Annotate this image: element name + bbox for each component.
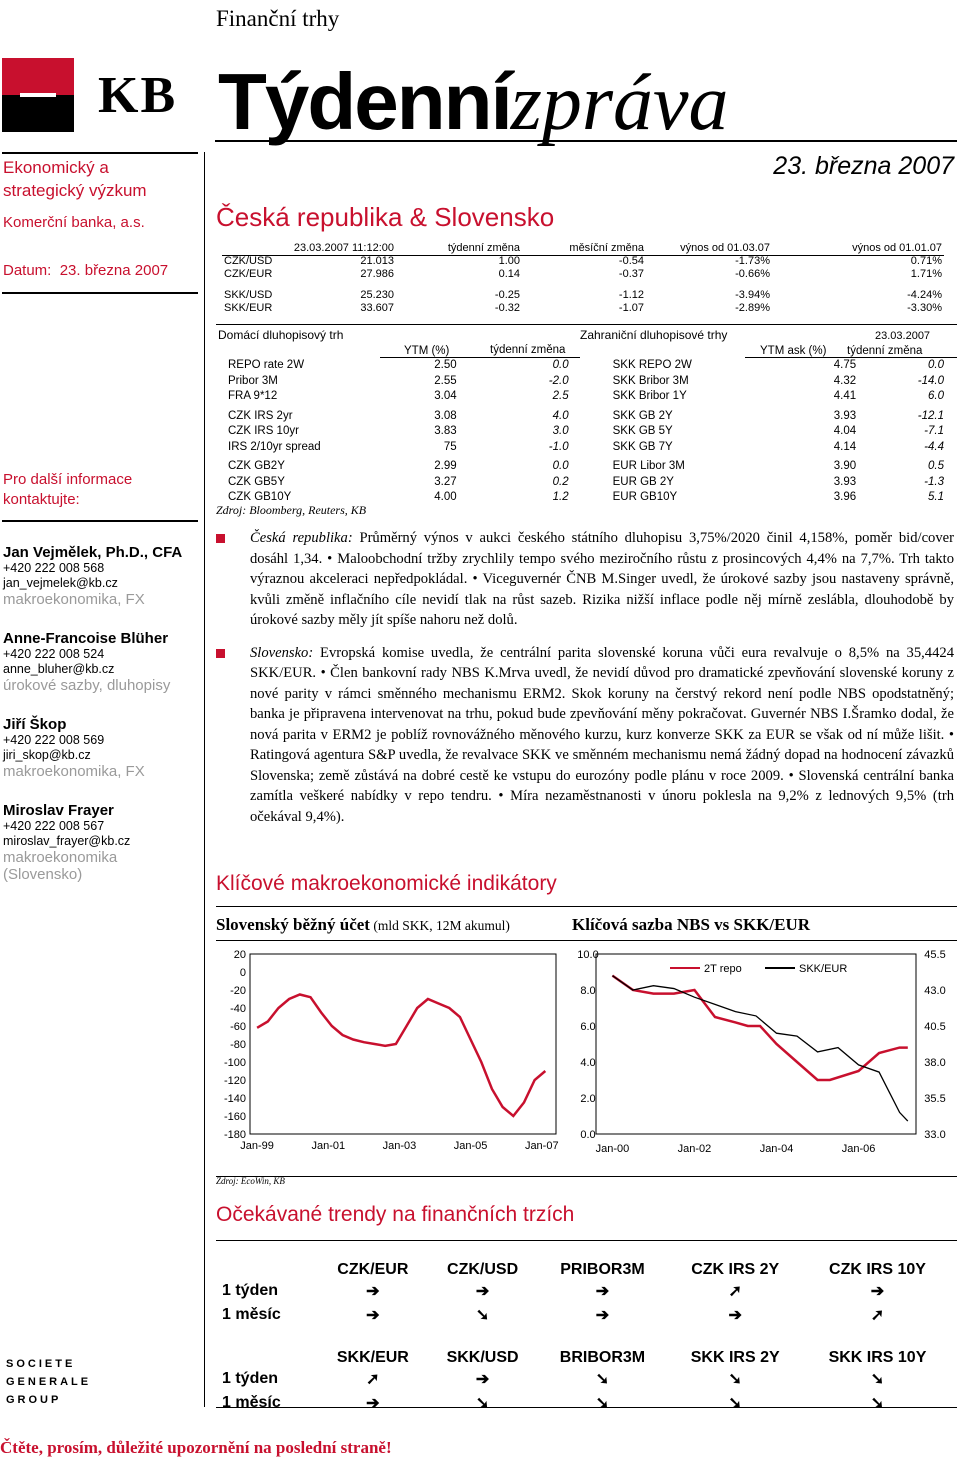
y-right-tick-label: 33.0 bbox=[924, 1129, 946, 1141]
current-account-chart bbox=[206, 942, 566, 1174]
bank-name: Komerční banka, a.s. bbox=[3, 214, 145, 231]
table-row: IRS 2/10yr spread 75 -1.0 SKK GB 7Y 4.14 -4.4 bbox=[228, 440, 944, 453]
trend-header: SKK/USD bbox=[446, 1349, 519, 1366]
trend-arrow-icon: ➘ bbox=[475, 1307, 490, 1324]
contact-email[interactable]: jiri_skop@kb.cz bbox=[3, 748, 91, 762]
section-label: Finanční trhy bbox=[216, 6, 340, 31]
trend-header: CZK/USD bbox=[447, 1261, 519, 1278]
trend-header: CZK IRS 2Y bbox=[691, 1261, 780, 1278]
legend-label: 2T repo bbox=[704, 963, 742, 975]
table-row: CZK/USD 21.013 1.00 -0.54 -1.73% 0.71% bbox=[224, 255, 942, 267]
trend-arrow-icon: ➚ bbox=[870, 1307, 885, 1324]
y-tick-label: -120 bbox=[223, 1075, 246, 1087]
x-tick-label: Jan-02 bbox=[677, 1143, 712, 1155]
trends-title: Očekávané trendy na finančních trzích bbox=[216, 1203, 575, 1226]
y-left-tick-label: 8.0 bbox=[580, 985, 596, 997]
department: Ekonomický a strategický výzkum bbox=[3, 158, 147, 200]
x-tick-label: Jan-00 bbox=[595, 1143, 630, 1155]
contact-card: Miroslav Frayer +420 222 008 567 miroslav_frayer@kb.cz makroekonomika (Slovensko) bbox=[3, 802, 199, 883]
table-row: CZK IRS 10yr 3.83 3.0 SKK GB 5Y 4.04 -7.1 bbox=[228, 425, 944, 437]
y-tick-label: -20 bbox=[230, 985, 246, 997]
contacts-list bbox=[3, 544, 199, 883]
contact-card: Anne-Francoise Blüher +420 222 008 524 anne_bluher@kb.cz úrokové sazby, dluhopisy bbox=[3, 630, 199, 716]
trend-header: PRIBOR3M bbox=[560, 1261, 645, 1278]
y-tick-label: 0 bbox=[239, 967, 246, 979]
contact-email[interactable]: anne_bluher@kb.cz bbox=[3, 662, 115, 676]
trend-header: BRIBOR3M bbox=[559, 1349, 646, 1366]
report-date: 23. března 2007 bbox=[773, 152, 954, 180]
x-tick-label: Jan-06 bbox=[841, 1143, 876, 1155]
trend-arrow-icon: ➘ bbox=[595, 1371, 610, 1388]
y-tick-label: -60 bbox=[230, 1021, 246, 1033]
trend-arrow-icon: ➔ bbox=[475, 1371, 490, 1388]
trends-table bbox=[222, 1255, 952, 1415]
bond-source: Zdroj: Bloomberg, Reuters, KB bbox=[216, 503, 367, 517]
table-row: CZK IRS 2yr 3.08 4.0 SKK GB 2Y 3.93 -12.1 bbox=[228, 409, 944, 422]
foreign-bonds-title: Zahraniční dluhopisové trhy bbox=[580, 328, 728, 342]
y-tick-label: -40 bbox=[230, 1003, 246, 1015]
chart1-caption: Slovenský běžný účet (mld SKK, 12M akumul) bbox=[216, 915, 510, 934]
trend-arrow-icon: ➘ bbox=[870, 1371, 885, 1388]
trend-arrow-icon: ➘ bbox=[728, 1371, 742, 1388]
trend-header: SKK IRS 10Y bbox=[828, 1349, 927, 1366]
bond-table bbox=[226, 358, 946, 506]
trend-arrow-icon: ➚ bbox=[728, 1283, 742, 1300]
table-row: CZK GB5Y 3.27 0.2 EUR GB 2Y 3.93 -1.3 bbox=[228, 475, 944, 488]
trend-row: 1 měsíc ➔ ➘ ➔ ➔ ➚ bbox=[222, 1303, 952, 1327]
y-left-tick-label: 4.0 bbox=[580, 1057, 596, 1069]
series-line bbox=[257, 995, 545, 1117]
macro-title: Klíčové makroekonomické indikátory bbox=[216, 872, 557, 895]
trend-arrow-icon: ➘ bbox=[595, 1395, 610, 1412]
legend-label: SKK/EUR bbox=[799, 963, 848, 975]
x-tick-label: Jan-01 bbox=[311, 1140, 346, 1152]
commentary bbox=[216, 528, 954, 827]
y-tick-label: 20 bbox=[233, 949, 246, 961]
table-row: CZK GB2Y 2.99 0.0 EUR Libor 3M 3.90 0.5 bbox=[228, 460, 944, 472]
y-tick-label: -140 bbox=[223, 1093, 246, 1105]
disclaimer-note: Čtěte, prosím, důležité upozornění na poslední straně! bbox=[0, 1438, 392, 1457]
y-left-tick-label: 6.0 bbox=[580, 1021, 596, 1033]
plot-area bbox=[596, 954, 916, 1134]
y-tick-label: -160 bbox=[223, 1111, 246, 1123]
trend-arrow-icon: ➔ bbox=[870, 1283, 885, 1300]
trend-arrow-icon: ➘ bbox=[870, 1395, 885, 1412]
y-right-tick-label: 43.0 bbox=[924, 985, 946, 997]
trend-arrow-icon: ➔ bbox=[595, 1307, 610, 1324]
y-left-tick-label: 2.0 bbox=[580, 1093, 596, 1105]
y-left-tick-label: 10.0 bbox=[577, 949, 599, 961]
trend-row: 1 týden ➚ ➔ ➘ ➘ ➘ bbox=[222, 1367, 952, 1391]
contact-email[interactable]: jan_vejmelek@kb.cz bbox=[3, 576, 118, 590]
trend-arrow-icon: ➔ bbox=[475, 1283, 490, 1300]
table-row: SKK/USD 25.230 -0.25 -1.12 -3.94% -4.24% bbox=[224, 289, 942, 301]
y-right-tick-label: 45.5 bbox=[924, 949, 946, 961]
trend-header: CZK IRS 10Y bbox=[829, 1261, 926, 1278]
contact-email[interactable]: miroslav_frayer@kb.cz bbox=[3, 834, 131, 848]
contact-card: Jan Vejmělek, Ph.D., CFA +420 222 008 568 jan_vejmelek@kb.cz makroekonomika, FX bbox=[3, 544, 199, 630]
sidebar-date: Datum: 23. března 2007 bbox=[3, 262, 169, 279]
more-info-label: Pro další informace kontaktujte: bbox=[3, 471, 133, 508]
trend-arrow-icon: ➔ bbox=[595, 1283, 610, 1300]
section-title: Česká republika & Slovensko bbox=[216, 202, 555, 232]
y-left-tick-label: 0.0 bbox=[580, 1129, 596, 1141]
y-right-tick-label: 35.5 bbox=[924, 1093, 946, 1105]
trend-arrow-icon: ➚ bbox=[366, 1371, 380, 1388]
trend-header: SKK IRS 2Y bbox=[690, 1349, 780, 1366]
trend-arrow-icon: ➔ bbox=[366, 1283, 380, 1300]
nbs-rate-chart bbox=[570, 942, 957, 1174]
plot-area bbox=[250, 954, 556, 1134]
trend-arrow-icon: ➘ bbox=[475, 1395, 490, 1412]
x-tick-label: Jan-07 bbox=[524, 1140, 559, 1152]
paragraph-slovakia: Slovensko: Evropská komise uvedla, že centrální parita slovenské koruna vůči eura revalvuje o 8,5% na 35,4424 SKK/EUR. • Člen bankovní rady NBS K.Mrva uvedl, že nevidí důvod pro dramatické zpevňování slovenské koruny z nové parity v rámci směnného mechanismu ERM2. Skok koruny na čerstvý rekord není podle NBS opodstatněný; banka je připravena intervenovat na trhu, pokud bude zpevňování měny pokračovat. Guvernér NBS I.Šramko dodal, že nová parita v ERM2 je poblíž rovnovážného měnového kurzu, kurz konverze SKK za EUR se však od ní může lišit. • Ratingová agentura S&P uvedla, že revalvace SKK ve směnném mechanismu nemá žádný dopad na hodnocení závazků Slovenska; země zůstává na dobré cestě ke vstupu do eurozóny podle plánu v roce 2009. • Slovenská centrální banka zamítla veškeré nabídky v repo tendru. • Míra nezaměstnanosti v únoru poklesla na 9,2% z lednových 9,5% (trh očekával 9,4%). bbox=[216, 643, 954, 828]
trend-header: SKK/EUR bbox=[336, 1349, 409, 1366]
table-row: CZK GB10Y 4.00 1.2 EUR GB10Y 3.96 5.1 bbox=[228, 491, 944, 503]
kb-logo: KB bbox=[2, 56, 202, 136]
x-tick-label: Jan-03 bbox=[382, 1140, 417, 1152]
contact-card: Jiří Škop +420 222 008 569 jiri_skop@kb.cz makroekonomika, FX bbox=[3, 716, 199, 802]
trend-header: CZK/EUR bbox=[337, 1261, 409, 1278]
y-right-tick-label: 40.5 bbox=[924, 1021, 946, 1033]
societe-generale-logo: SOCIETE GENERALE GROUP bbox=[6, 1358, 92, 1406]
chart-source: Zdroj: EcoWin, KB bbox=[216, 1176, 285, 1186]
trend-arrow-icon: ➔ bbox=[366, 1395, 380, 1412]
trend-arrow-icon: ➔ bbox=[728, 1307, 742, 1324]
table-row: Pribor 3M 2.55 -2.0 SKK Bribor 3M 4.32 -14.0 bbox=[228, 374, 944, 387]
y-tick-label: -180 bbox=[223, 1129, 246, 1141]
paragraph-czech: Česká republika: Průměrný výnos v aukci českého státního dluhopisu 3,75%/2020 činil 4,158%, poměr bid/cover dosáhl 1,34. • Maloobchodní tržby zrychlily tempo svého meziročního růstu z prosincových 4,4% na 7,7%. Trh takto výraznou akceleraci nepředpokládal. • Viceguvernér ČNB M.Singer uvedl, že úrokové sazby jsou nastaveny správně, kvůli změně inflačního cíle nevidí tlak na růst sazeb. Rizika nižší inflace podle něj mírně zeslábla, dlouhodobě by úrokové sazby měly jít spíše nahoru než dolů. bbox=[216, 528, 954, 631]
page-title: Týdennízpráva bbox=[218, 57, 729, 147]
trend-row: 1 měsíc ➔ ➘ ➘ ➘ ➘ bbox=[222, 1391, 952, 1415]
y-right-tick-label: 38.0 bbox=[924, 1057, 946, 1069]
table-row: REPO rate 2W 2.50 0.0 SKK REPO 2W 4.75 0.0 bbox=[228, 359, 944, 371]
trend-arrow-icon: ➘ bbox=[728, 1395, 742, 1412]
table-row: SKK/EUR 33.607 -0.32 -1.07 -2.89% -3.30% bbox=[224, 302, 942, 314]
series-line bbox=[612, 976, 907, 1121]
trend-row: 1 týden ➔ ➔ ➔ ➚ ➔ bbox=[222, 1279, 952, 1303]
fx-table: 23.03.2007 11:12:00 týdenní změna měsíční změna výnos od 01.03.07 výnos od 01.01.07 CZK/USD 21.013 1.00 -0.54 -1.73% 0.71% CZK/EUR 27.986 0.14 -0.37 -0.66% 1.71% SKK/USD 25.230 -0.25 -1.12 -3.94% -4.24% SKK/EUR 33.607 -0.32 -1.07 -2.89% -3.30% bbox=[224, 242, 942, 314]
x-tick-label: Jan-99 bbox=[240, 1140, 274, 1152]
table-row: FRA 9*12 3.04 2.5 SKK Bribor 1Y 4.41 6.0 bbox=[228, 390, 944, 402]
trend-arrow-icon: ➔ bbox=[366, 1307, 380, 1324]
y-tick-label: -100 bbox=[223, 1057, 246, 1069]
x-tick-label: Jan-04 bbox=[759, 1143, 794, 1155]
domestic-bonds-title: Domácí dluhopisový trh bbox=[218, 328, 344, 342]
table-row: CZK/EUR 27.986 0.14 -0.37 -0.66% 1.71% bbox=[224, 268, 942, 280]
chart2-caption: Klíčová sazba NBS vs SKK/EUR bbox=[572, 915, 811, 934]
series-line bbox=[612, 976, 907, 1080]
x-tick-label: Jan-05 bbox=[453, 1140, 488, 1152]
y-tick-label: -80 bbox=[230, 1039, 246, 1051]
